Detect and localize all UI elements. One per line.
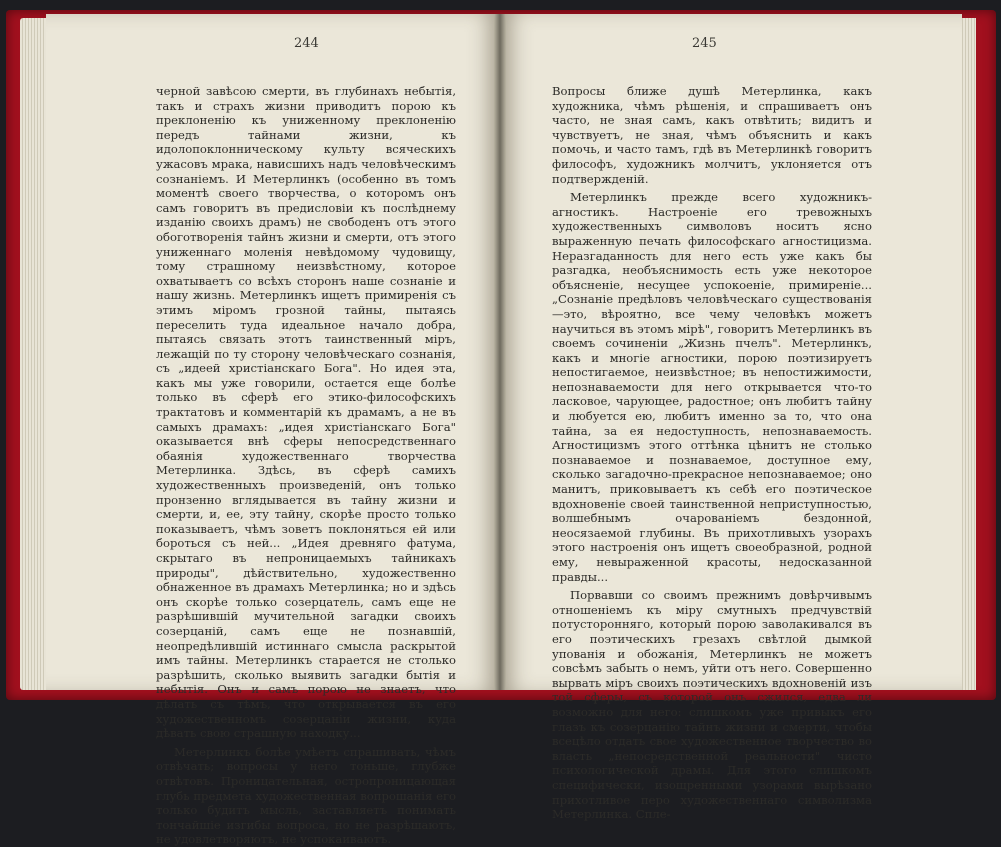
left-page-text [156, 84, 456, 847]
paragraph: Вопросы ближе душѣ Метерлинка, какъ художника, чѣмъ рѣшенія, и спрашиваетъ онъ часто, не зная самъ, какъ отвѣтить; видитъ и чувствуетъ, не зная, чѣмъ объяснить и какъ помочь, и часто тамъ, гдѣ въ Метерлинкѣ говоритъ философъ, художникъ молчитъ, уклоняется отъ подтвержденій. [552, 84, 872, 186]
paragraph: Порвавши со своимъ прежнимъ довѣрчивымъ отношеніемъ къ міру смутныхъ предчувствій потусторонняго, который порою заволакивался въ его поэтическихъ грезахъ свѣтлой дымкой упованія и обожанія, Метерлинкъ не можетъ совсѣмъ забыть о немъ, уйти отъ него. Совершенно вырвать міръ своихъ поэтическихъ вдохновеній изъ той сферы, съ которой онъ сжился, едва ли возможно для него: слишкомъ уже привыкъ его глазъ къ созерцанію тайнъ жизни и смерти, чтобы всецѣло отдать свое художественное творчество во власть „непосредственной реальности" чисто психологической драмы. Для этого слишкомъ специфически, изощренными узорами вырѣзано прихотливое перо художественнаго символизма Метерлинка. Спле- [552, 588, 872, 822]
paragraph: Метерлинкъ прежде всего художникъ-агностикъ. Настроеніе его тревожныхъ художественныхъ символовъ носитъ ясно выраженную печать философскаго агностицизма. Неразгаданность для него есть уже какъ бы разгадка, необъяснимость есть уже некоторое объясненіе, несущее успокоеніе, примиреніе... „Сознаніе предѣловъ человѣческаго существованія—это, вѣроятно, все чему человѣкъ можетъ научиться въ этомъ мірѣ", говоритъ Метерлинкъ въ своемъ сочиненіи „Жизнь пчелъ". Метерлинкъ, какъ и многіе агностики, порою поэтизируетъ непостигаемое, неизвѣстное; въ непостижимости, непознаваемости для него открывается что-то ласковое, чарующее, радостное; онъ любитъ тайну и любуется ею, любитъ именно за то, что она тайна, за ея недоступность, непознаваемость. Агностицизмъ этого оттѣнка цѣнитъ не столько познаваемое и познаваемое, доступное ему, сколько загадочно-прекрасное непознаваемое; оно манитъ, приковываетъ къ себѣ его поэтическое вдохновеніе своей таинственной неприступностью, волшебнымъ очарованіемъ бездонной, неосязаемой глубины. Въ прихотливыхъ узорахъ этого настроенія онъ ищетъ своеобразной, родной ему, невыраженной красоты, недосказанной правды... [552, 190, 872, 584]
page-number-right: 245 [692, 36, 717, 51]
book-gutter [494, 14, 506, 690]
left-page [46, 14, 498, 847]
paragraph: Метерлинкъ болѣе умѣетъ спрашивать, чѣмъ отвѣчать; вопросы у него тоньше, глубже отвѣтовъ. Проницательная, остропроницающая глубь предмета художественная вопрошанія его только будитъ мысль, заставляетъ понимать тончайшіе изгибы вопроса, но не разрѣшаютъ, не удовлетворяютъ, не успокаиваютъ. [156, 744, 456, 847]
right-page-text [552, 84, 872, 822]
page-number-left: 244 [294, 36, 319, 51]
paragraph: черной завѣсою смерти, въ глубинахъ небытія, такъ и страхъ жизни приводитъ порою къ преклоненію къ униженному преклоненію передъ тайнами жизни, къ идолопоклонническому культу всяческихъ ужасовъ мрака, нависшихъ надъ человѣческимъ сознаніемъ. И Метерлинкъ (особенно въ томъ моментѣ своего творчества, о которомъ онъ самъ говоритъ въ предисловіи къ послѣднему изданію своихъ драмъ) не свободенъ отъ этого обоготворенія тайнъ жизни и смерти, отъ этого униженнаго моленія невѣдомому чудовищу, тому страшному неизвѣстному, которое охватываетъ со всѣхъ сторонъ наше сознаніе и нашу жизнь. Метерлинкъ ищетъ примиренія съ этимъ міромъ грозной тайны, пытаясь переселить туда идеальное начало добра, пытаясь связать этотъ таинственный міръ, лежащій по ту сторону человѣческаго сознанія, съ „идеей христіанскаго Бога". Но идея эта, какъ мы уже говорили, остается еще болѣе только въ сферѣ его этико-философскихъ трактатовъ и комментарій къ драмамъ, а не въ самыхъ драмахъ: „идея христіанскаго Бога" оказывается внѣ сферы непосредственнаго обаянія художественнаго творчества Метерлинка. Здѣсь, въ сферѣ самихъ художественныхъ произведеній, онъ только пронзенно вглядывается въ тайну жизни и смерти, и, ее, эту тайну, скорѣе просто только показываетъ, чѣмъ зоветъ поклоняться ей или бороться съ ней... „Идея древняго фатума, скрытаго въ непроницаемыхъ тайникахъ природы", дѣйствительно, художественно обнаженное въ драмахъ Метерлинка; но и здѣсь онъ скорѣе только созерцатель, самъ еще не разрѣшившій мучительной загадки своихъ созерцаній, самъ еще не познавшій, неопредѣлившій истиннаго смысла раскрытой имъ тайны. Метерлинкъ старается не столько разрѣшить, сколько выявить загадки бытія и небытія. Онъ и самъ порою не знаетъ, что дѣлать съ тѣмъ, что открывается въ его художественномъ созерцаніи жизни, куда дѣвать свою страшную находку... [156, 84, 456, 741]
page-edges-right [960, 18, 976, 690]
right-page [502, 14, 962, 822]
